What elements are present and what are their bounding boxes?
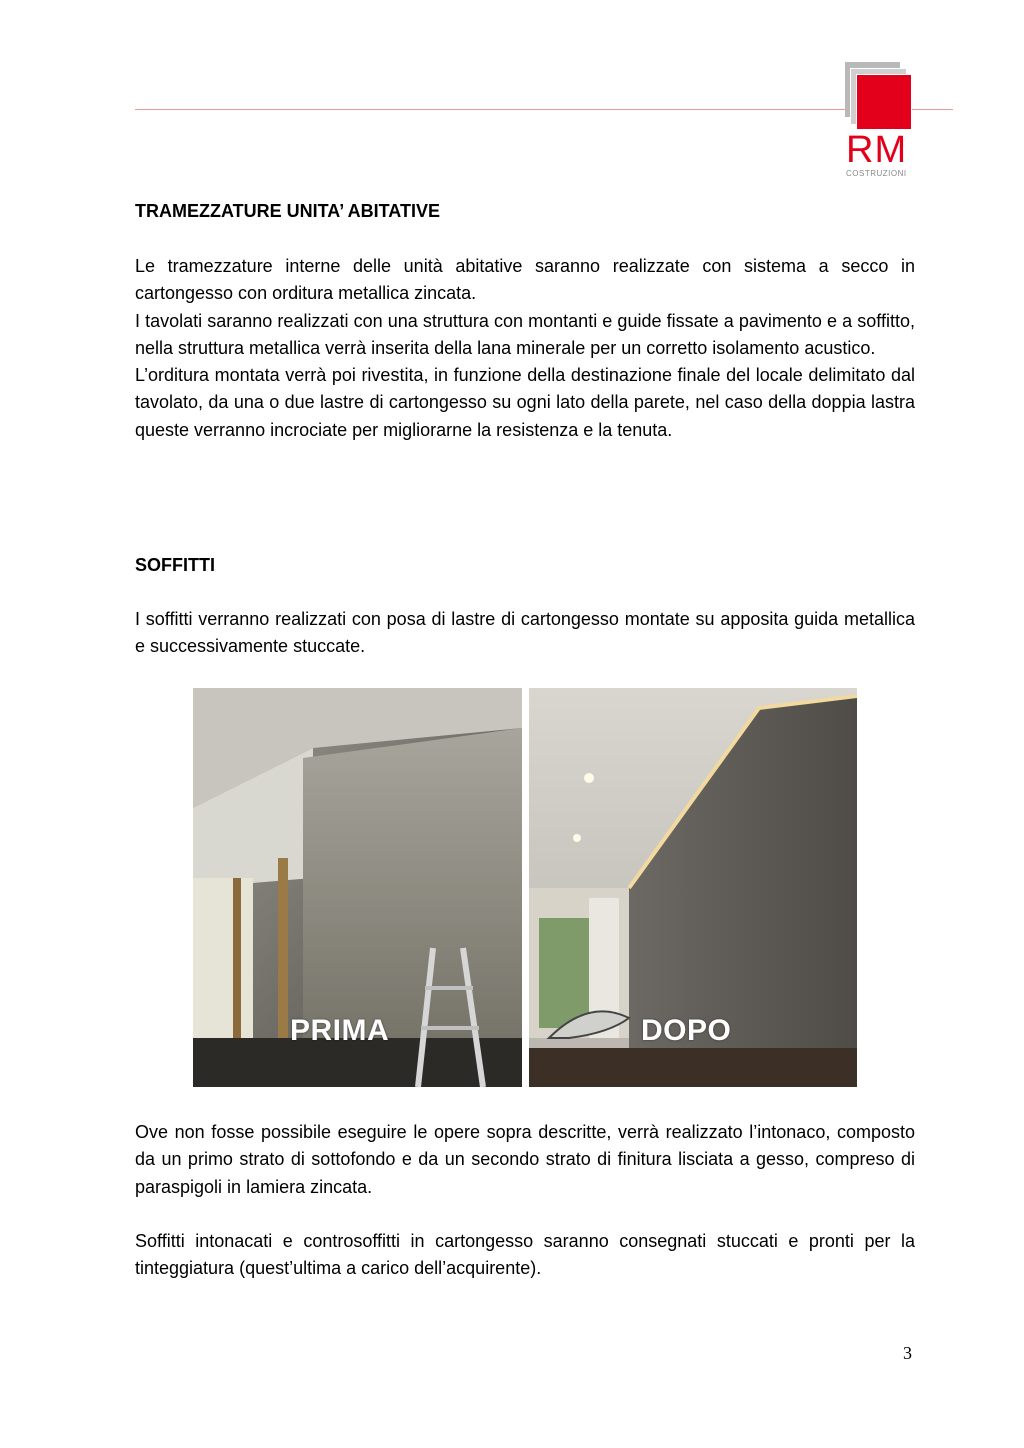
page-number: 3: [903, 1343, 912, 1363]
company-logo: [840, 60, 920, 185]
tramezzature-body: [135, 253, 915, 444]
section-heading-tramezzature: TRAMEZZATURE UNITA’ ABITATIVE: [135, 201, 440, 221]
logo-initials: RM: [846, 129, 908, 171]
before-label: PRIMA: [290, 1014, 390, 1047]
soffitti-intro: I soffitti verranno realizzati con posa di lastre di cartongesso montate su apposita guida metallica e successivamente stuccate.: [135, 609, 915, 657]
tramezzature-paragraph-2: I tavolati saranno realizzati con una struttura con montanti e guide fissate a pavimento e a soffitto, nella struttura metallica verrà inserita della lana minerale per un corretto isolamento acustico.: [135, 310, 915, 358]
consegna-paragraph: Soffitti intonacati e controsoffitti in cartongesso saranno consegnati stuccati e pronti per la tinteggiatura (quest’ultima a carico dell’acquirente).: [135, 1231, 915, 1279]
header-rule: [135, 109, 953, 110]
logo-tagline: COSTRUZIONI: [846, 169, 907, 178]
intonaco-paragraph: Ove non fosse possibile eseguire le opere sopra descritte, verrà realizzato l’intonaco, composto da un primo strato di sottofondo e da un secondo strato di finitura lisciata a gesso, compreso di paraspigoli in lamiera zincata.: [135, 1122, 915, 1197]
after-label: DOPO: [641, 1014, 732, 1047]
section-heading-soffitti: SOFFITTI: [135, 555, 215, 575]
tramezzature-paragraph-3: L’orditura montata verrà poi rivestita, in funzione della destinazione finale del locale delimitato dal tavolato, da una o due lastre di cartongesso su ogni lato della parete, nel caso della doppia lastra queste verranno incrociate per migliorarne la resistenza e la tenuta.: [135, 365, 915, 440]
photo-after: [529, 688, 857, 1087]
tramezzature-paragraph-1: Le tramezzature interne delle unità abitative saranno realizzate con sistema a secco in cartongesso con orditura metallica zincata.: [135, 256, 915, 304]
photo-before: [193, 688, 522, 1087]
